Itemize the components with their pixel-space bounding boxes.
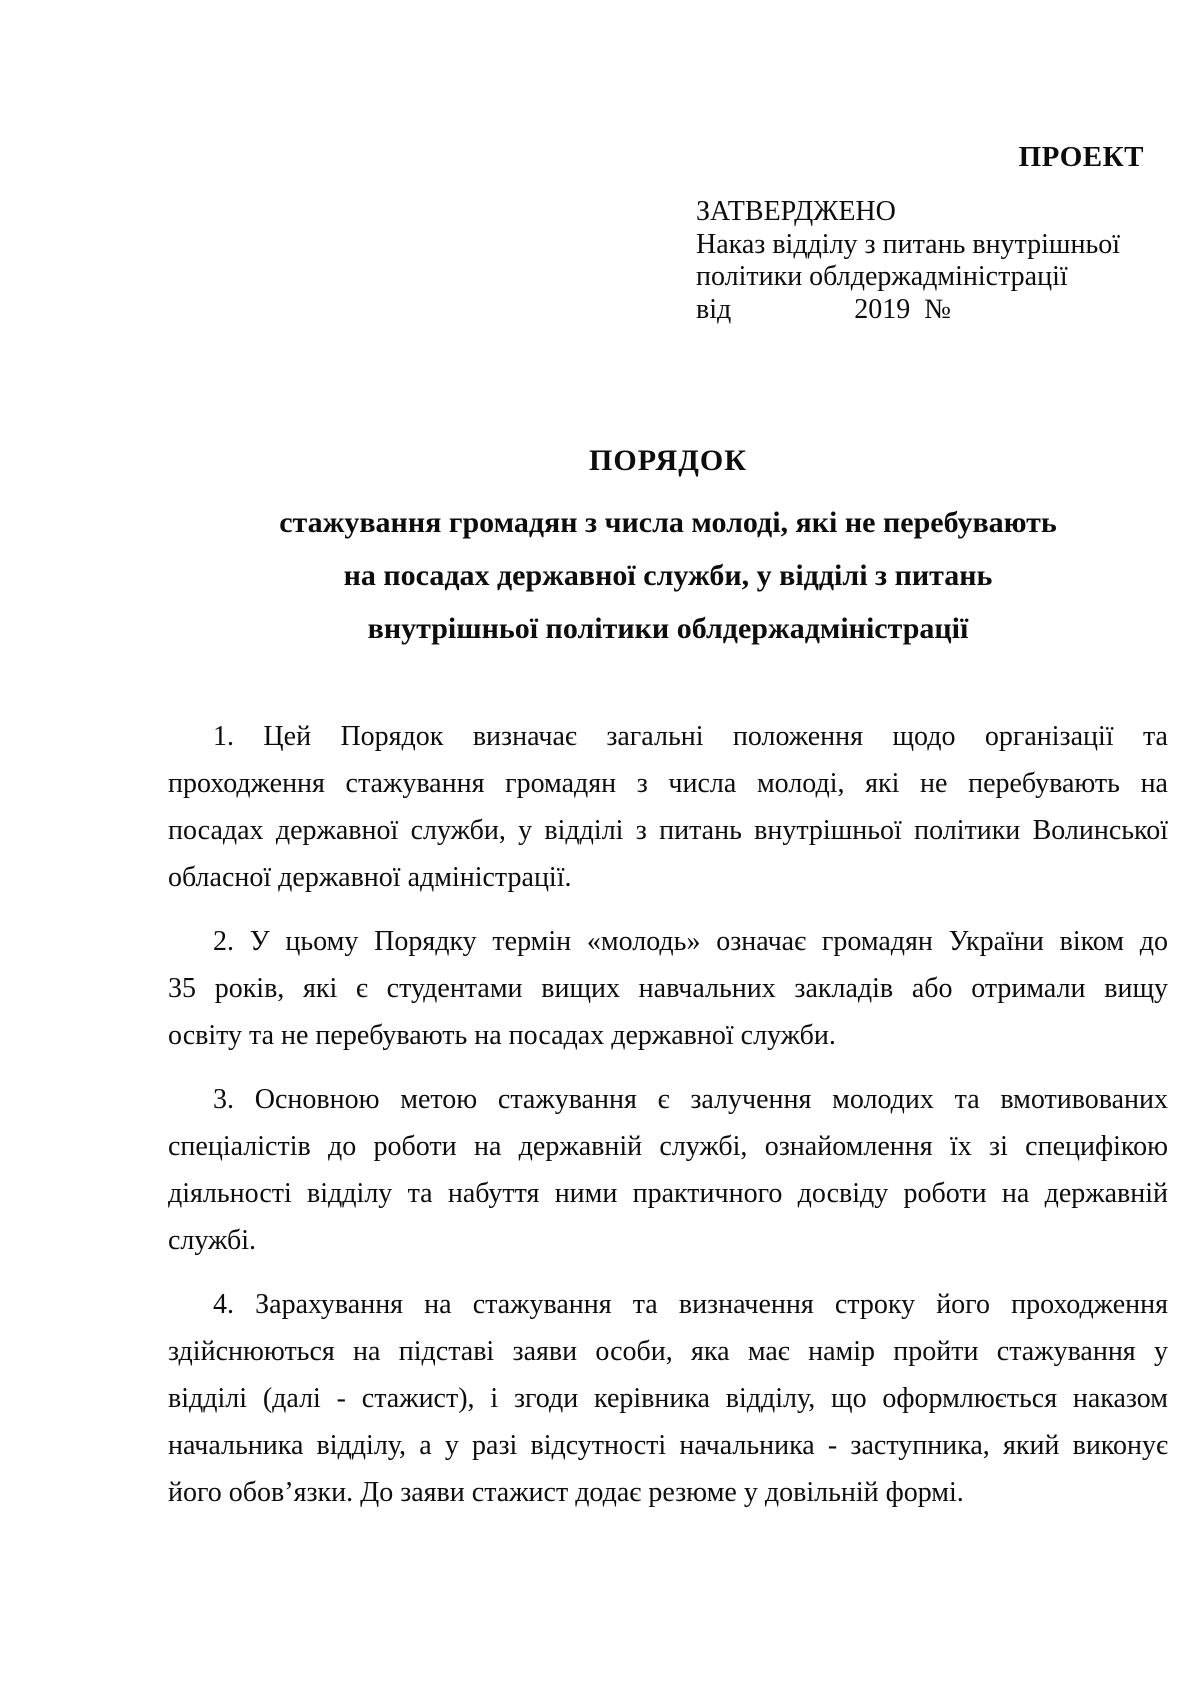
paragraph-line: 3. Основною метою стажування є залучення молодих та вмотивованих: [213, 1084, 1168, 1115]
paragraph-line: посадах державної служби, у відділі з питань внутрішньої політики Волинської: [168, 815, 1168, 846]
approval-line-department: політики облдержадміністрації: [696, 261, 1068, 292]
date-label: від: [696, 293, 732, 325]
paragraph-line: проходження стажування громадян з числа молоді, які не перебувають на: [168, 768, 1168, 799]
approval-block: [696, 196, 1168, 326]
document-title: ПОРЯДОК: [589, 444, 747, 477]
paragraph-line: освіту та не перебувають на посадах державної служби.: [168, 1020, 836, 1051]
paragraph-line: 2. У цьому Порядку термін «молодь» означає громадян України віком до: [213, 926, 1168, 957]
paragraph-line: відділі (далі - стажист), і згоди керівника відділу, що оформлюється наказом: [168, 1383, 1168, 1414]
paragraph-line: 4. Зарахування на стажування та визначення строку його проходження: [213, 1289, 1168, 1320]
paragraph-line: 1. Цей Порядок визначає загальні положення щодо організації та: [213, 721, 1168, 752]
paragraph-line: службі.: [168, 1225, 257, 1256]
paragraph-2: [168, 918, 1168, 1059]
paragraph-line: 35 років, які є студентами вищих навчальних закладів або отримали вищу: [168, 973, 1168, 1004]
paragraph-line: діяльності відділу та набуття ними практичного досвіду роботи на державній: [168, 1178, 1168, 1209]
document-subtitle: [168, 496, 1168, 655]
subtitle-line: стажування громадян з числа молоді, які не перебувають: [279, 506, 1057, 539]
paragraph-line: його обов’язки. До заяви стажист додає резюме у довільній формі.: [168, 1477, 964, 1508]
approval-date-line: [696, 294, 1168, 327]
paragraph-line: здійснюються на підставі заяви особи, яка має намір пройти стажування у: [168, 1336, 1168, 1367]
subtitle-line: на посадах державної служби, у відділі з питань: [343, 559, 993, 592]
subtitle-line: внутрішньої політики облдержадміністрації: [367, 612, 969, 645]
paragraph-line: обласної державної адміністрації.: [168, 862, 572, 893]
paragraph-1: [168, 713, 1168, 901]
paragraph-line: спеціалістів до роботи на державній службі, ознайомлення їх зі специфікою: [168, 1131, 1168, 1162]
approval-line-order: Наказ відділу з питань внутрішньої: [696, 228, 1121, 260]
paragraph-line: начальника відділу, а у разі відсутності начальника - заступника, який виконує: [168, 1430, 1168, 1461]
approval-line-approved: ЗАТВЕРДЖЕНО: [696, 196, 896, 227]
document-body: [168, 713, 1168, 1516]
project-stamp: ПРОЕКТ: [1018, 141, 1144, 173]
date-year: 2019: [854, 293, 911, 325]
page-content: [168, 140, 1168, 1516]
paragraph-3: [168, 1076, 1168, 1264]
paragraph-4: [168, 1281, 1168, 1516]
numero-sign: №: [924, 293, 951, 325]
